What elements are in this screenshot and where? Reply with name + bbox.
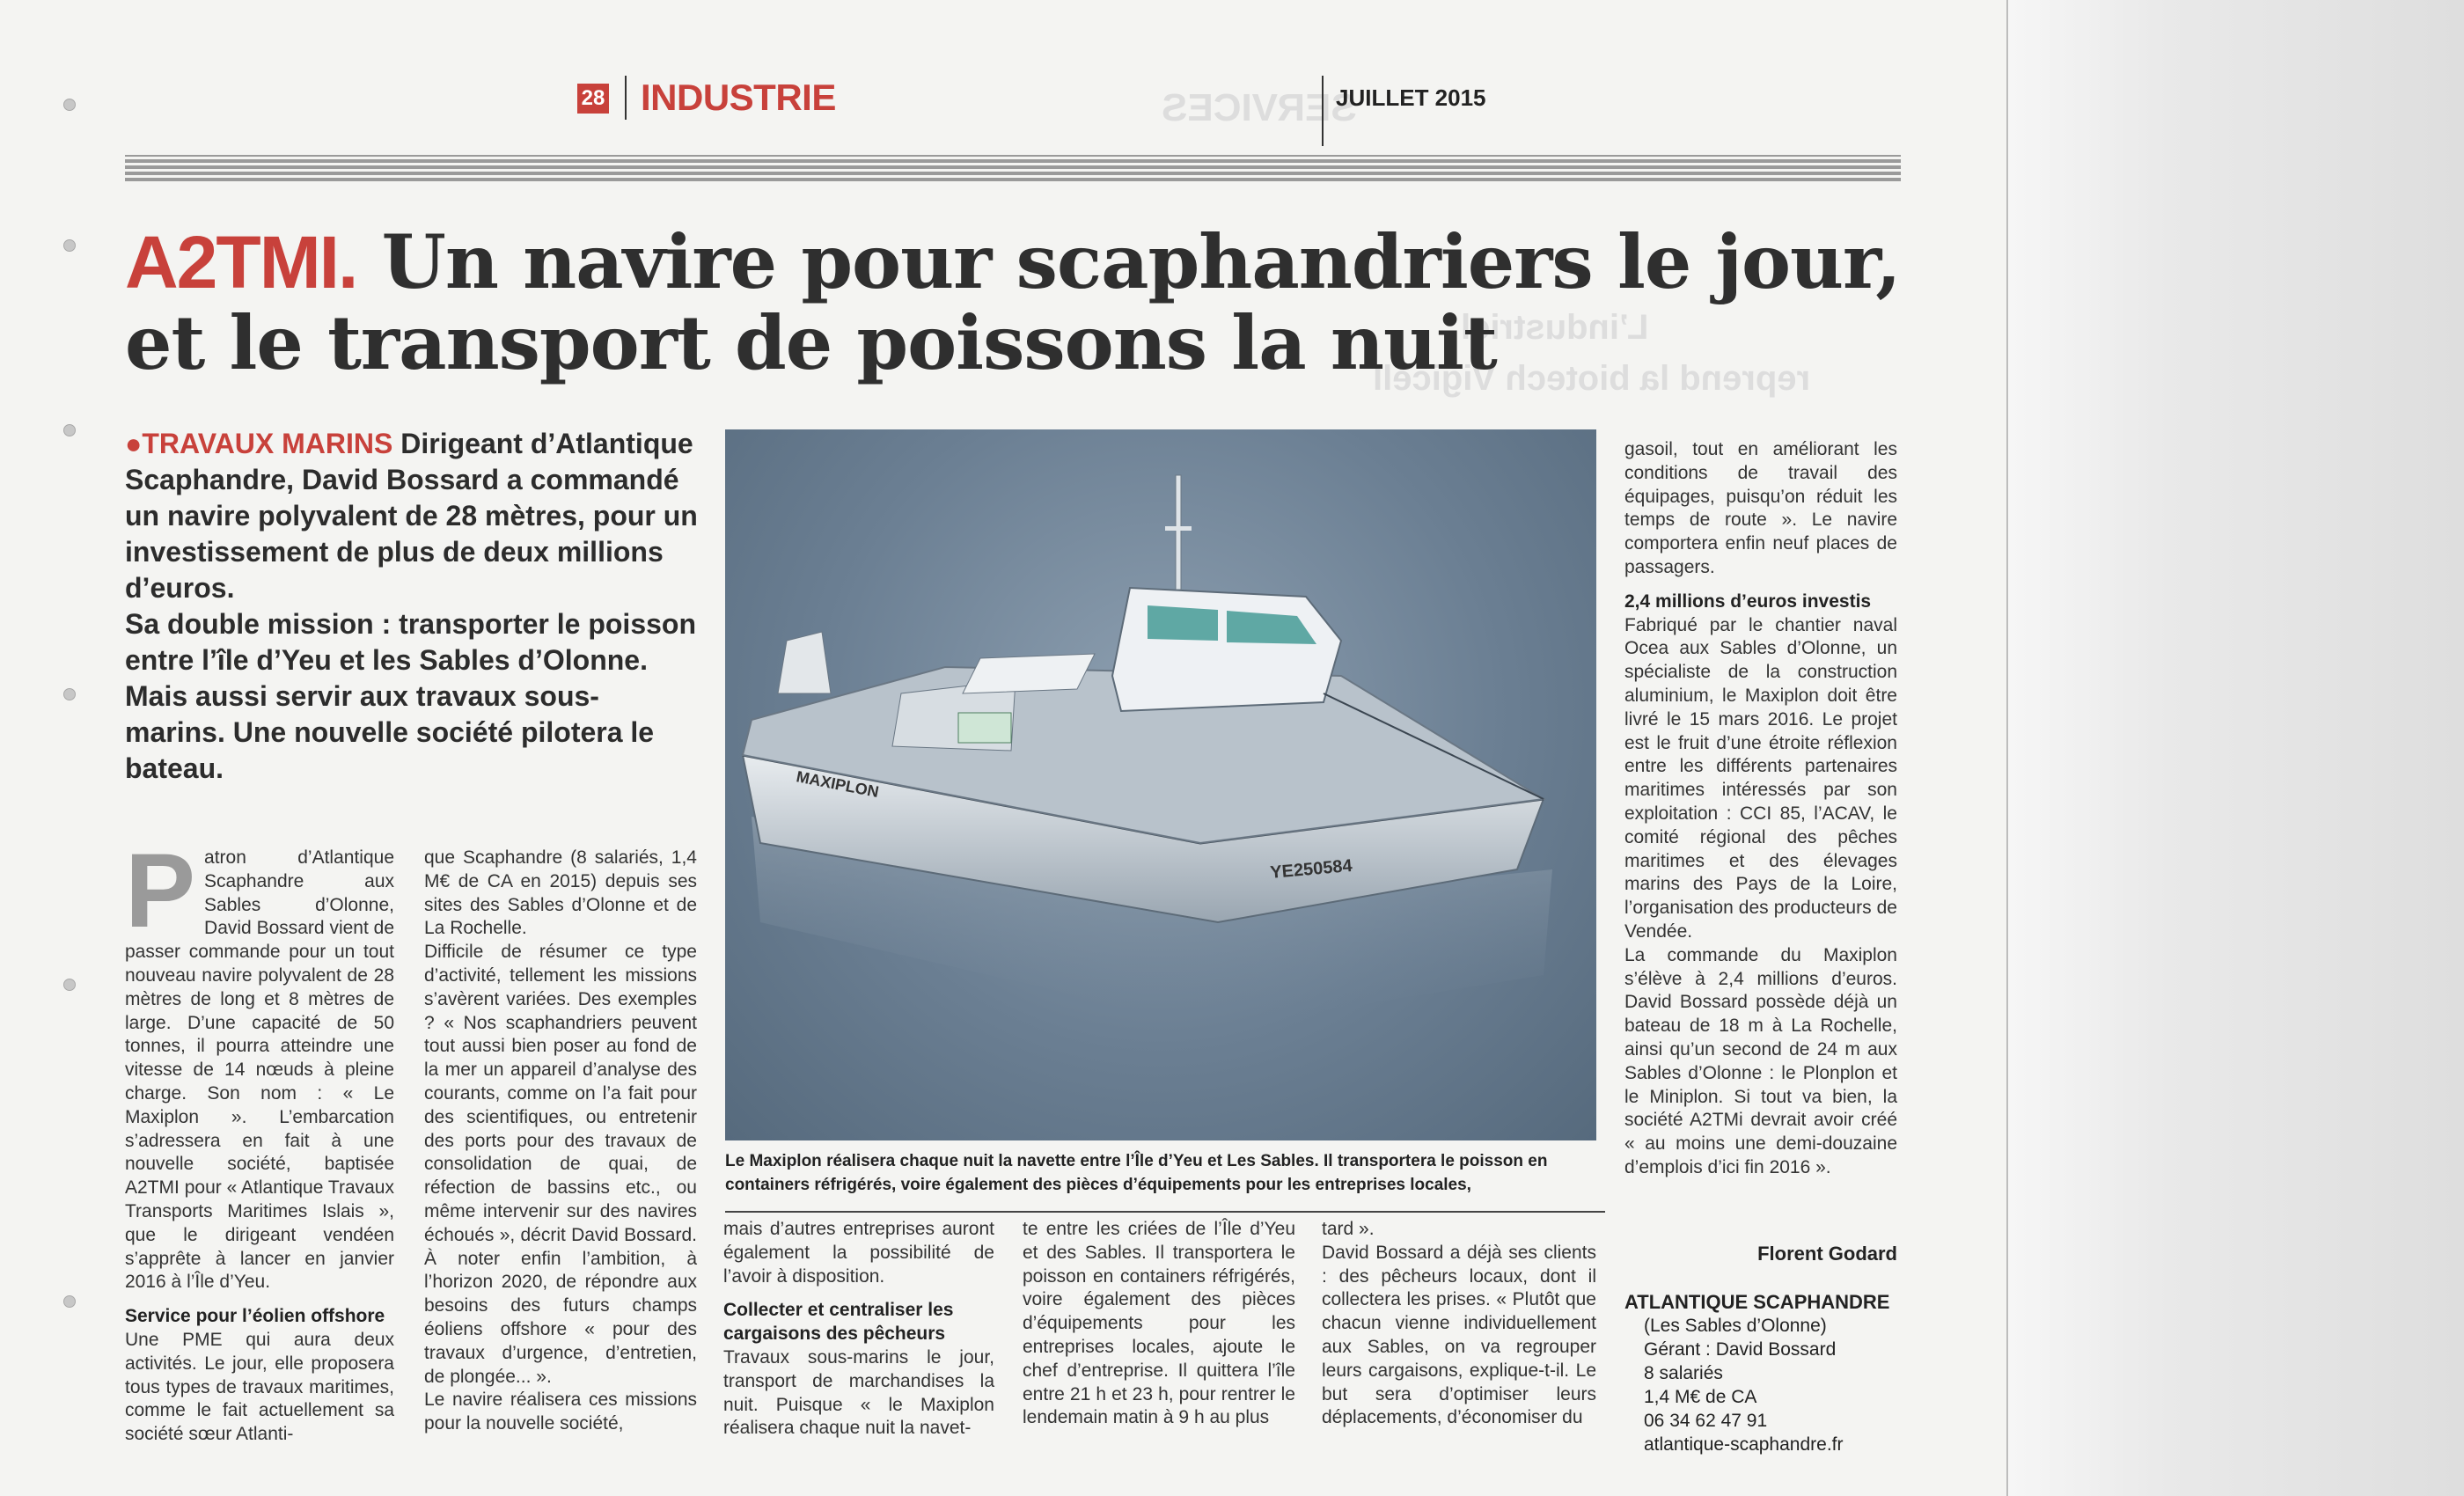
paragraph: La commande du Maxiplon s’élève à 2,4 millions d’euros. David Bossard possède déjà un bateau de 18 m à La Rochelle, ainsi qu’un second de 24 m aux Sables d’Olonne : le Plonplon et le Miniplon. Si tout va bien, la société A2TMi devrait avoir créé « au moins une demi-douzaine d’emplois d’ici fin 2016 ». xyxy=(1624,944,1897,1177)
bullet-icon: ● xyxy=(125,428,143,459)
scanner-background xyxy=(2008,0,2464,1496)
boat-illustration xyxy=(725,429,1596,1140)
article-column-2 xyxy=(424,847,697,1436)
factbox-line: Gérant : David Bossard xyxy=(1644,1339,1837,1360)
bleed-through-text: reprend la biotech Vigicell xyxy=(1373,359,1811,398)
boat-rendering-photo xyxy=(725,429,1596,1140)
boat-name-label: MAXIPLON xyxy=(795,767,881,802)
article-column-1 xyxy=(125,832,394,1447)
company-factbox xyxy=(1624,1290,1915,1456)
paragraph: te entre les criées de l’Île d’Yeu et des Sables. Il transportera le poisson en containers réfrigérés, voire également des pièces d’équipements pour les entreprises locales, ajoute le chef d’entreprise. Il quittera l’île entre 21 h et 23 h, pour rentrer le lendemain matin à 9 h au plus xyxy=(1023,1219,1295,1428)
lead-text-2: Sa double mission : transporter le poisson entre l’île d’Yeu et les Sables d’Olonne. Mais aussi servir aux travaux sous-marins. Une nouvelle société pilotera le bateau. xyxy=(125,608,696,784)
subheading: Service pour l’éolien offshore xyxy=(125,1306,385,1327)
mast xyxy=(1176,475,1181,590)
rubric-label: TRAVAUX MARINS xyxy=(142,428,393,459)
caption-rule xyxy=(725,1211,1605,1213)
article-column-6 xyxy=(1624,438,1897,1180)
deck-crane xyxy=(778,632,831,693)
factbox-line: (Les Sables d’Olonne) xyxy=(1644,1316,1827,1336)
paragraph: Travaux sous-marins le jour, transport de marchandises la nuit. Puisque « le Maxiplon réalisera chaque nuit la navet- xyxy=(723,1346,994,1439)
bleed-through-text: L’industriel xyxy=(1461,308,1649,347)
binder-hole xyxy=(63,239,76,252)
headline-line-1: Un navire pour scaphandriers le jour, xyxy=(356,218,1901,305)
page-number: 28 xyxy=(577,84,609,114)
drop-cap: P xyxy=(125,832,196,950)
bleed-through-text: SERVICES xyxy=(1162,86,1357,129)
headline-line-2: et le transport de poissons la nuit xyxy=(125,299,1497,386)
binder-hole xyxy=(63,688,76,700)
subheading: Collecter et centraliser les cargaisons des pêcheurs xyxy=(723,1300,954,1345)
article-headline xyxy=(125,218,1955,386)
factbox-line: 1,4 M€ de CA xyxy=(1644,1387,1757,1407)
binder-hole xyxy=(63,424,76,436)
article-column-3 xyxy=(723,1218,994,1441)
wheelhouse xyxy=(1112,588,1341,711)
paragraph: Le navire réalisera ces missions pour la nouvelle société, xyxy=(424,1390,697,1434)
article-column-4 xyxy=(1023,1218,1295,1430)
mast-spar xyxy=(1165,526,1192,531)
factbox-line: 8 salariés xyxy=(1644,1363,1723,1383)
author-signature: Florent Godard xyxy=(1757,1243,1897,1265)
paragraph: Difficile de résumer ce type d’activité, tellement les missions s’avèrent variées. Des exemples ? « Nos scaphandriers peuvent tout aussi bien poser au fond de la mer un appareil d’analyse des courants, comme on l’a fait pour des scientifiques, ou entretenir des ports pour des travaux de consolidation de quai, de réfection de bassins etc., ou même intervenir sur des navires échoués », décrit David Bossard. À noter enfin l’ambition, à l’horizon 2020, de répondre aux besoins des futurs champs éoliens offshore « pour des travaux d’urgence, d’entretien, de plongée... ». xyxy=(424,942,697,1387)
headline-kicker: A2TMI. xyxy=(125,221,357,304)
paragraph: gasoil, tout en améliorant les conditions de travail des équipages, puisqu’on réduit les temps de route ». Le navire comportera enfin neuf places de passagers. xyxy=(1624,439,1897,577)
section-title: INDUSTRIE xyxy=(625,76,836,120)
paragraph: David Bossard a déjà ses clients : des pêcheurs locaux, dont il collectera les prises. « Plutôt que chacun vienne individuellement aux Sables, on va regrouper leurs cargaisons, explique-t-il. Le but sera d’optimiser leurs déplacements, d’économiser du xyxy=(1322,1242,1596,1428)
article-lead xyxy=(125,426,699,787)
factbox-title: ATLANTIQUE SCAPHANDRE xyxy=(1624,1291,1890,1313)
article-column-5 xyxy=(1322,1218,1596,1430)
binder-hole xyxy=(63,99,76,111)
photo-caption: Le Maxiplon réalisera chaque nuit la navette entre l’Île d’Yeu et Les Sables. Il transportera le poisson en containers réfrigérés, voire également des pièces d’équipements pour les entreprises locales, xyxy=(725,1152,1548,1194)
paragraph: atron d’Atlantique Scaphandre aux Sables d’Olonne, David Bossard vient de passer commande pour un tout nouveau navire polyvalent de 28 mètres de long et 8 mètres de large. D’une capacité de 50 tonnes, il pourra atteindre une vitesse de 14 nœuds à pleine charge. Son nom : « Le Maxiplon ». L’embarcation s’adressera en fait à une nouvelle société, baptisée A2TMI pour « Atlantique Travaux Transports Maritimes Islais », que le dirigeant vendéen s’apprête à lancer en janvier 2016 à l’Île d’Yeu. xyxy=(125,847,394,1293)
subheading: 2,4 millions d’euros investis xyxy=(1624,590,1872,612)
paragraph: mais d’autres entreprises auront également la possibilité de l’avoir à disposition. xyxy=(723,1219,994,1287)
container-logo xyxy=(958,713,1011,743)
paragraph: que Scaphandre (8 salariés, 1,4 M€ de CA en 2015) depuis ses sites des Sables d’Olonne et de La Rochelle. xyxy=(424,847,697,939)
wheelhouse-window xyxy=(1148,605,1218,641)
container-roof xyxy=(963,654,1095,693)
header-rule xyxy=(125,155,1901,181)
issue-date: JUILLET 2015 xyxy=(1322,76,1486,146)
binder-hole xyxy=(63,1295,76,1308)
paragraph: Une PME qui aura deux activités. Le jour, elle proposera tous types de travaux maritimes, comme le fait actuellement sa société sœur Atlanti- xyxy=(125,1329,394,1445)
binder-hole xyxy=(63,979,76,991)
paragraph: tard ». xyxy=(1322,1219,1375,1239)
lead-text: Dirigeant d’Atlantique Scaphandre, David Bossard a commandé un navire polyvalent de 28 mètres, pour un investissement de plus de deux millions d’euros. xyxy=(125,428,698,604)
paragraph: Fabriqué par le chantier naval Ocea aux Sables d’Olonne, un spécialiste de la construction aluminium, le Maxiplon doit être livré le 15 mars 2016. Le projet est le fruit d’une étroite réflexion entre les différents partenaires maritimes intéressés par son exploitation : CCI 85, l’ACAV, le comité régional des pêches maritimes et des élevages marins des Pays de la Loire, l’organisation des producteurs de Vendée. xyxy=(1624,614,1897,942)
factbox-line: atlantique-scaphandre.fr xyxy=(1644,1434,1844,1455)
factbox-line: 06 34 62 47 91 xyxy=(1644,1411,1768,1431)
registration-label: YE250584 xyxy=(1269,855,1353,883)
